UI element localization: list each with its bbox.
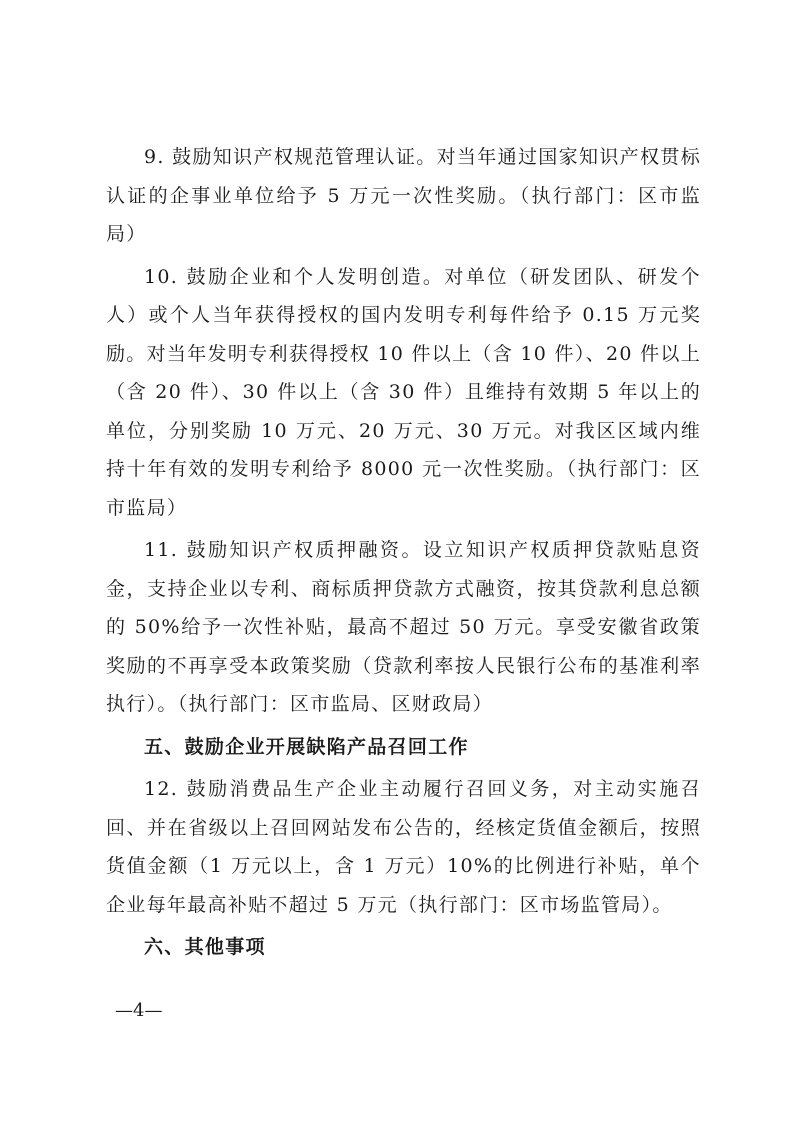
paragraph-item-9: 9. 鼓励知识产权规范管理认证。对当年通过国家知识产权贯标认证的企事业单位给予 5 万元一次性奖励。（执行部门：区市监局） xyxy=(106,146,701,245)
section-heading-6: 六、其他事项 xyxy=(144,936,266,958)
page-number: —4— xyxy=(115,1000,163,1021)
paragraph-item-12: 12. 鼓励消费品生产企业主动履行召回义务，对主动实施召回、并在省级以上召回网站发布公告的，经核定货值金额后，按照货值金额（1 万元以上，含 1 万元）10%的比例进行补贴，单个企业每年最高补贴不超过 5 万元（执行部门：区市场监管局）。 xyxy=(106,778,701,916)
section-heading-5: 五、鼓励企业开展缺陷产品召回工作 xyxy=(144,735,469,758)
paragraph-item-10: 10. 鼓励企业和个人发明创造。对单位（研发团队、研发个人）或个人当年获得授权的国内发明专利每件给予 0.15 万元奖励。对当年发明专利获得授权 10 件以上（含 10 件）、20 件以上（含 20 件）、30 件以上（含 30 件）且维持有效期 5 年以上的单位，分别奖励 10 万元、20 万元、30 万元。对我区区域内维持十年有效的发明专利给予 8000 元一次性奖励。（执行部门：区市监局） xyxy=(106,265,701,519)
paragraph-item-11: 11. 鼓励知识产权质押融资。设立知识产权质押贷款贴息资金，支持企业以专利、商标质押贷款方式融资，按其贷款利息总额的 50%给予一次性补贴，最高不超过 50 万元。享受安徽省政策奖励的不再享受本政策奖励（贷款利率按人民银行公布的基准利率执行）。（执行部门：区市监局、区财政局） xyxy=(106,539,701,715)
